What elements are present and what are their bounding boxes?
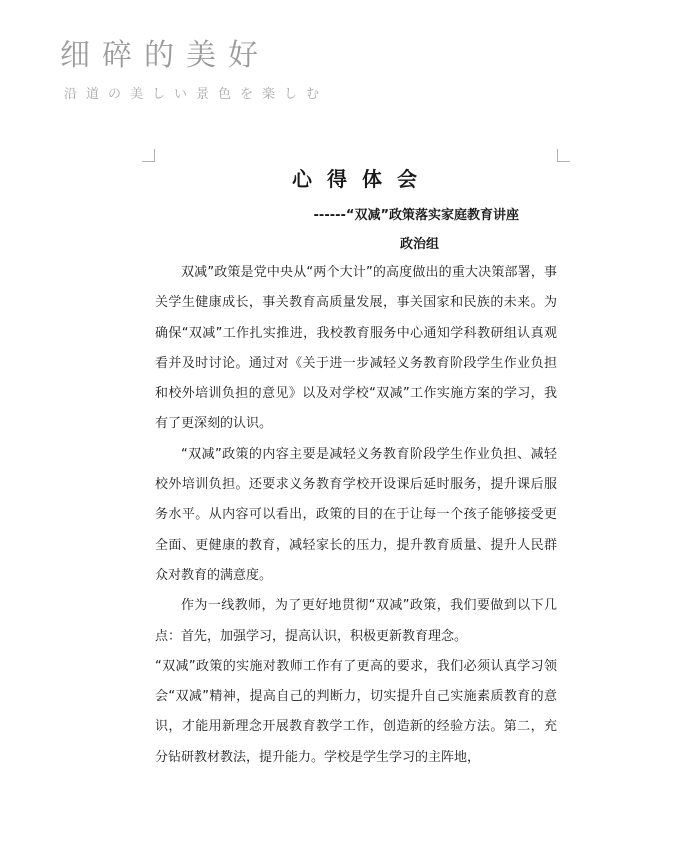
page-corner-mark-left xyxy=(142,149,155,162)
body-paragraph-1: 双减”政策是党中央从“两个大计”的高度做出的重大决策部署，事关学生健康成长，事关教育高质量发展，事关国家和民族的未来。为确保“双减”工作扎实推进，我校教育服务中心通知学科教研组认真观看并及时讨论。通过对《关于进一步减轻义务教育阶段学生作业负担和校外培训负担的意见》以及对学校“双减”工作实施方案的学习，我有了更深刻的认识。 xyxy=(155,265,557,432)
brand-subtitle: 沿道の美しい景色を楽しむ xyxy=(64,87,329,102)
document-title: 心得体会 xyxy=(292,167,432,191)
document-subtitle: ------“双减”政策落实家庭教育讲座 xyxy=(313,208,519,223)
document-author: 政治组 xyxy=(399,237,439,252)
page-fade-mask xyxy=(140,770,570,790)
page-corner-mark-right xyxy=(557,149,570,162)
body-paragraph-4: “双减”政策的实施对教师工作有了更高的要求，我们必须认真学习领会“双减”精神，提高自己的判断力，切实提升自己实施素质教育的意识，才能用新理念开展教育教学工作，创造新的经验方法。第二，充分钻研教材教法，提升能力。学校是学生学习的主阵地， xyxy=(155,658,557,765)
document-page xyxy=(155,163,557,773)
body-paragraph-3: 作为一线教师，为了更好地贯彻“双减”政策，我们要做到以下几点：首先，加强学习，提高认识，积极更新教育理念。 xyxy=(155,598,557,644)
document-body xyxy=(155,258,557,773)
body-paragraph-2: “双减”政策的内容主要是减轻义务教育阶段学生作业负担、减轻校外培训负担。还要求义务教育学校开设课后延时服务，提升课后服务水平。从内容可以看出，政策的目的在于让每一个孩子能够接受更全面、更健康的教育，减轻家长的压力，提升教育质量、提升人民群众对教育的满意度。 xyxy=(155,446,557,583)
brand-title: 细碎的美好 xyxy=(60,38,270,73)
